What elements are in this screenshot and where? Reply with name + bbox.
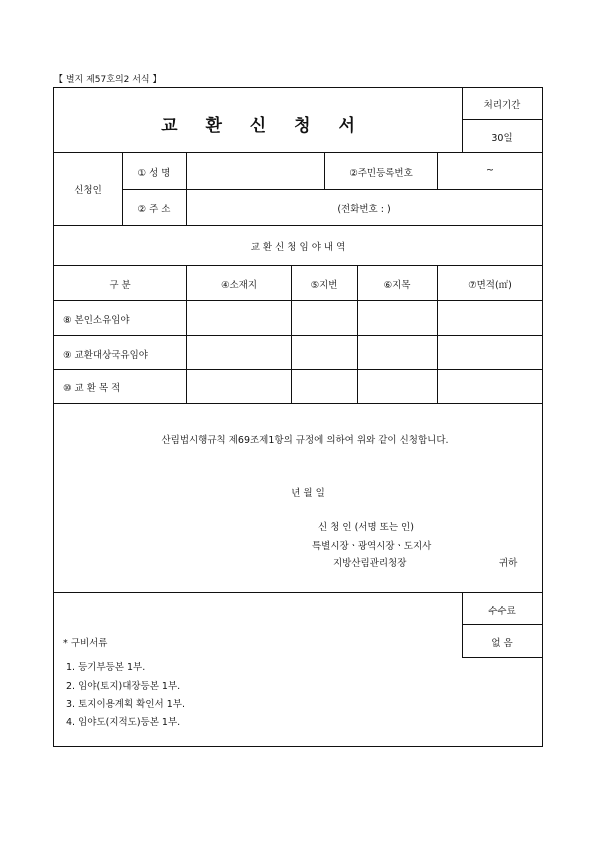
applicant-section-label: 신청인 <box>74 185 102 196</box>
rule-processing-mid <box>462 119 543 120</box>
required-documents-heading: * 구비서류 <box>63 638 108 649</box>
details-heading: 교 환 신 청 임 야 내 역 <box>250 242 346 253</box>
name-label: ① 성 명 <box>137 168 171 179</box>
rule-fee-left <box>462 592 463 657</box>
row-own-forest-label: ⑧ 본인소유임야 <box>63 315 130 326</box>
fee-value: 없 음 <box>491 638 513 649</box>
document-item: 1. 등기부등본 1부. <box>66 662 146 673</box>
header-lot-number: ⑤지번 <box>310 280 338 291</box>
rule-processing-left <box>462 87 463 152</box>
addressee-line-2: 지방산림관리청장 <box>333 558 407 569</box>
addressee-line-1: 특별시장ㆍ광역시장ㆍ도지사 <box>312 541 432 552</box>
rule-fee-mid <box>462 624 543 625</box>
rule-applicant-bottom <box>53 225 543 226</box>
rule-fee-bottom <box>462 657 543 658</box>
form-number-label: 【 별지 제57호의2 서식 】 <box>54 75 162 85</box>
fee-label: 수수료 <box>488 606 516 617</box>
rule-row2-bottom <box>53 369 543 370</box>
rrn-separator: ~ <box>486 165 494 176</box>
row-state-forest-label: ⑨ 교환대상국유임야 <box>63 350 148 361</box>
header-land-category: ⑥지목 <box>383 280 411 291</box>
header-category: 구 분 <box>109 280 131 291</box>
rule-col1 <box>186 265 187 403</box>
document-item: 3. 토지이용계획 확인서 1부. <box>66 699 185 710</box>
rule-row1-bottom <box>53 335 543 336</box>
rule-applicant-label-right <box>122 152 123 225</box>
rule-col2 <box>291 265 292 403</box>
rule-rrn-left <box>324 152 325 189</box>
signer-line: 신 청 인 (서명 또는 인) <box>318 522 414 533</box>
rule-col3 <box>357 265 358 403</box>
name-field[interactable] <box>187 153 323 188</box>
header-location: ④소재지 <box>220 280 258 291</box>
rule-col4 <box>437 265 438 403</box>
processing-period-label: 처리기간 <box>483 100 521 111</box>
document-item: 2. 임야(토지)대장등본 1부. <box>66 681 181 692</box>
processing-period-value: 30일 <box>491 133 513 144</box>
rule-row3-bottom <box>53 403 543 404</box>
date-line: 년 월 일 <box>291 488 325 499</box>
address-label: ② 주 소 <box>137 204 171 215</box>
row-purpose-label: ⑩ 교 환 목 적 <box>63 383 121 394</box>
rule-statement-bottom <box>53 592 543 593</box>
phone-number-label: (전화번호 : ) <box>337 204 391 215</box>
rrn-label: ②주민등록번호 <box>349 168 413 179</box>
form-title: 교 환 신 청 서 <box>161 116 355 136</box>
document-item: 4. 임야도(지적도)등본 1부. <box>66 717 181 728</box>
rule-header-bottom <box>53 300 543 301</box>
rule-heading-bottom <box>53 265 543 266</box>
header-area: ⑦면적(㎡) <box>468 280 512 291</box>
application-statement: 산림법시행규칙 제69조제1항의 규정에 의하여 위와 같이 신청합니다. <box>161 435 449 446</box>
honorific: 귀하 <box>499 558 518 569</box>
